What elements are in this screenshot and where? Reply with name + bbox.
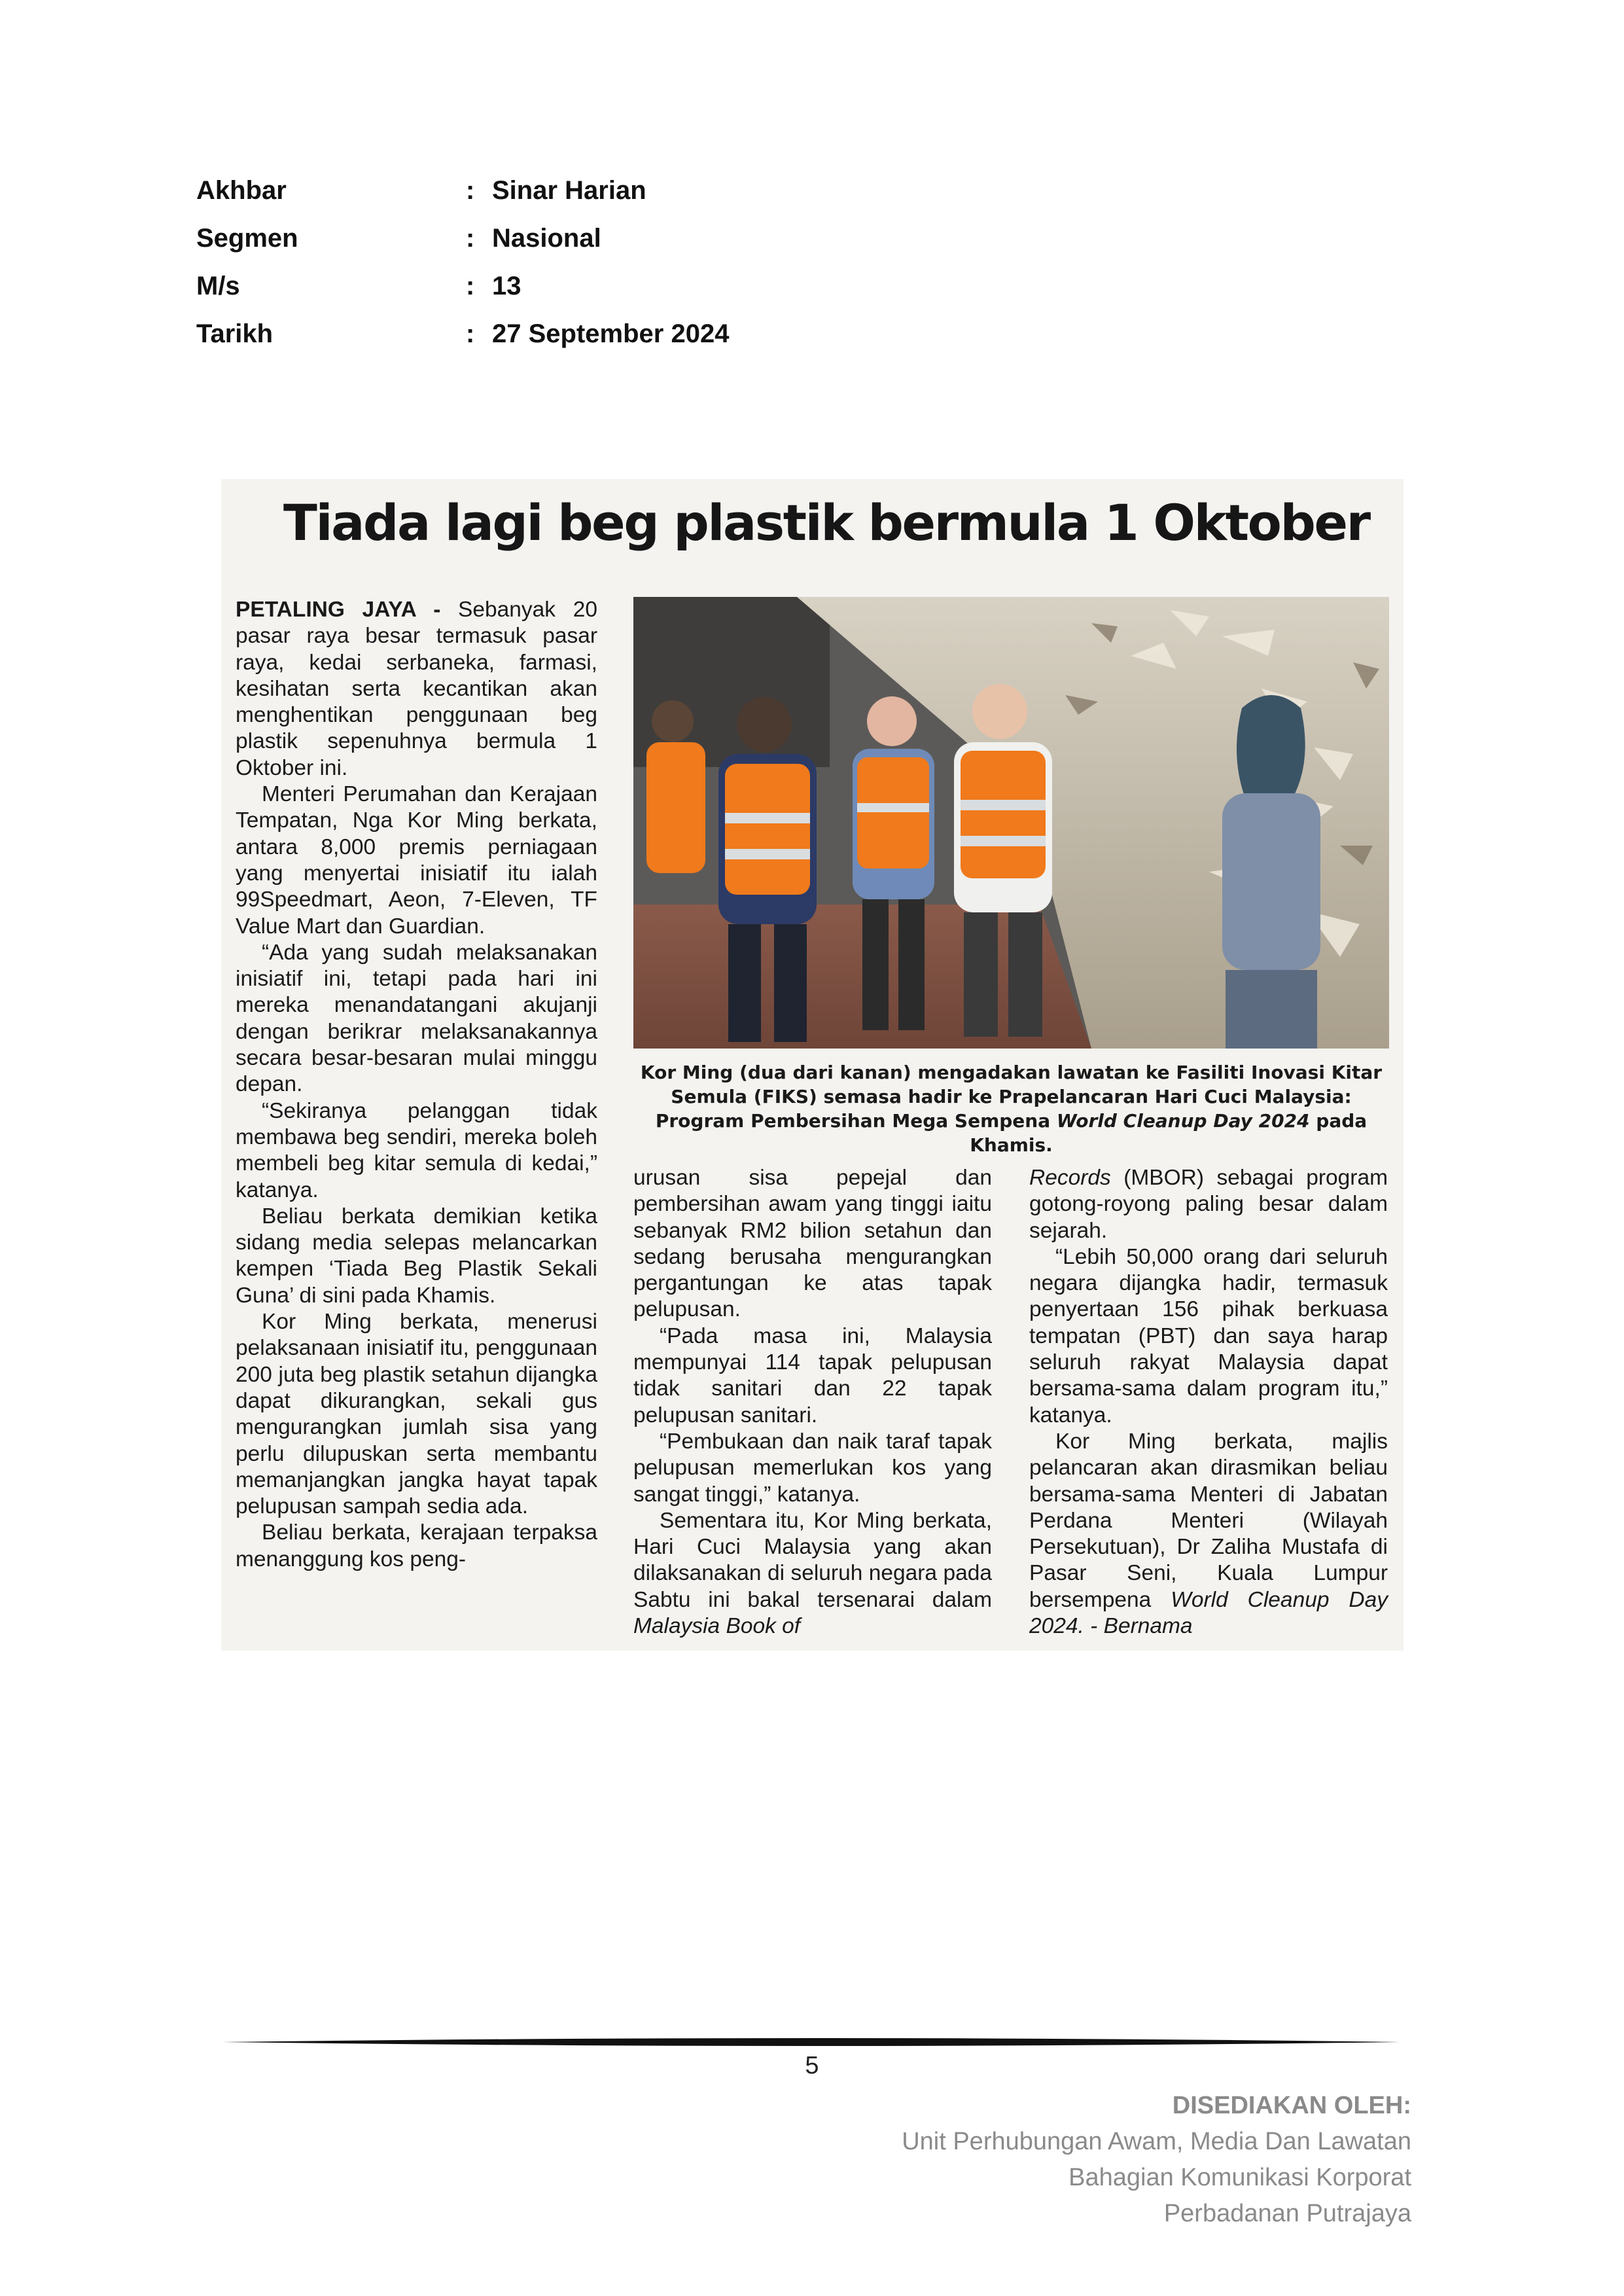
article-paragraph: Beliau berkata, kerajaan terpaksa menanggung kos peng- [236,1520,597,1571]
article-paragraph: Kor Ming berkata, menerusi pelaksanaan inisiatif itu, penggunaan 200 juta beg plastik setahun dijangka dapat dikurangkan, sekali gus mengurangkan jumlah sisa yang perlu dilupuskan serta membantu memanjangkan jangka hayat tapak pelupusan sampah sedia ada. [236,1310,597,1519]
article-column-1 [236,597,597,1573]
meta-label: Tarikh [196,319,274,348]
footer-divider [222,2036,1400,2049]
article-paragraph: “Lebih 50,000 orang dari seluruh negara dijangka hadir, termasuk penyertaan 156 pihak berkuasa tempatan (PBT) dan saya harap seluruh rakyat Malaysia dapat bersama-sama dalam program itu,” katanya. [1029,1244,1388,1427]
paragraph-text: Sementara itu, Kor Ming berkata, Hari Cuci Malaysia yang akan dilaksanakan di seluruh negara pada Sabtu ini bakal tersenarai dalam [633,1508,992,1612]
prepared-by-organisation: Perbadanan Putrajaya [1163,2200,1411,2227]
meta-value: Sinar Harian [492,176,646,205]
caption-text: Kor Ming (dua dari kanan) mengadakan lawatan ke Fasiliti Inovasi Kitar Semula (FIKS) semasa hadir ke Prapelancaran Hari Cuci Malaysia: Program Pembersihan Mega Sempena [640,1062,1383,1132]
paragraph-text: (MBOR) sebagai program gotong-royong paling besar dalam sejarah. [1029,1166,1388,1243]
paragraph-italic: Malaysia Book of [633,1614,801,1639]
caption-text-tail: pada Khamis. [970,1110,1368,1156]
meta-label: M/s [196,272,240,300]
document-metadata [196,167,851,358]
article-paragraph [1029,1165,1388,1244]
article-column-3 [1029,1165,1388,1640]
prepared-by-division: Bahagian Komunikasi Korporat [1068,2164,1411,2191]
meta-colon: : [466,224,475,253]
article-column-2 [633,1165,992,1640]
prepared-by-heading: DISEDIAKAN OLEH: [1172,2092,1411,2119]
article-headline: Tiada lagi beg plastik bermula 1 Oktober [283,493,1369,552]
prepared-by-unit: Unit Perhubungan Awam, Media Dan Lawatan [902,2128,1411,2155]
meta-row-date [196,310,851,358]
meta-colon: : [466,319,475,348]
article-paragraph: Menteri Perumahan dan Kerajaan Tempatan, Nga Kor Ming berkata, antara 8,000 premis perniagaan yang menyertai inisiatif itu ialah 99Speedmart, Aeon, 7-Eleven, TF Value Mart dan Guardian. [236,782,597,939]
paragraph-text: Kor Ming berkata, majlis pelancaran akan dirasmikan beliau bersama-sama Menteri di Jabatan Perdana Menteri (Wilayah Persekutuan), Dr Zaliha Mustafa di Pasar Seni, Kuala Lumpur bersempena [1029,1429,1388,1612]
photo-caption [633,1060,1389,1157]
article-paragraph: urusan sisa pepejal dan pembersihan awam yang tinggi iaitu sebanyak RM2 bilion setahun dan sedang berusaha mengurangkan pergantungan ke atas tapak pelupusan. [633,1166,992,1322]
meta-label: Segmen [196,224,298,253]
article-dateline: PETALING JAYA - [236,598,441,622]
meta-row-newspaper [196,167,851,215]
article-paragraph [236,597,597,781]
article-paragraph: “Ada yang sudah melaksanakan inisiatif ini, tetapi pada hari ini mereka menandatangani akujanji dengan berikrar melaksanakannya secara besar-besaran mulai minggu depan. [236,940,597,1097]
newspaper-clipping [221,479,1403,1651]
paragraph-text: Sebanyak 20 pasar raya besar termasuk pasar raya, kedai serbaneka, farmasi, kesihatan serta kecantikan akan menghentikan penggunaan beg plastik sepenuhnya bermula 1 Oktober ini. [236,598,597,780]
caption-event-name: World Cleanup Day 2024 [1056,1110,1310,1132]
article-paragraph: Beliau berkata demikian ketika sidang media selepas melancarkan kempen ‘Tiada Beg Plastik Sekali Guna’ di sini pada Khamis. [236,1204,597,1308]
meta-row-page [196,262,851,310]
paragraph-italic: Records [1029,1166,1111,1190]
article-paragraph [1029,1429,1388,1640]
article-photo [633,597,1389,1049]
meta-row-segment [196,215,851,262]
article-paragraph: “Pada masa ini, Malaysia mempunyai 114 tapak pelupusan tidak sanitari dan 22 tapak pelupusan sanitari. [633,1323,992,1427]
meta-label: Akhbar [196,176,287,205]
meta-value: 13 [492,272,521,300]
page-number: 5 [805,2052,819,2079]
article-paragraph: “Sekiranya pelanggan tidak membawa beg sendiri, mereka boleh membeli beg kitar semula di kedai,” katanya. [236,1098,597,1202]
article-paragraph [633,1508,992,1640]
meta-value: 27 September 2024 [492,319,730,348]
prepared-by-block [626,2088,1411,2232]
article-paragraph: “Pembukaan dan naik taraf tapak pelupusan memerlukan kos yang sangat tinggi,” katanya. [633,1429,992,1507]
meta-colon: : [466,272,475,300]
paragraph-italic: World Cleanup Day 2024. - Bernama [1029,1587,1388,1639]
meta-value: Nasional [492,224,601,253]
meta-colon: : [466,176,475,205]
recycling-facility-photo [633,597,1389,1049]
